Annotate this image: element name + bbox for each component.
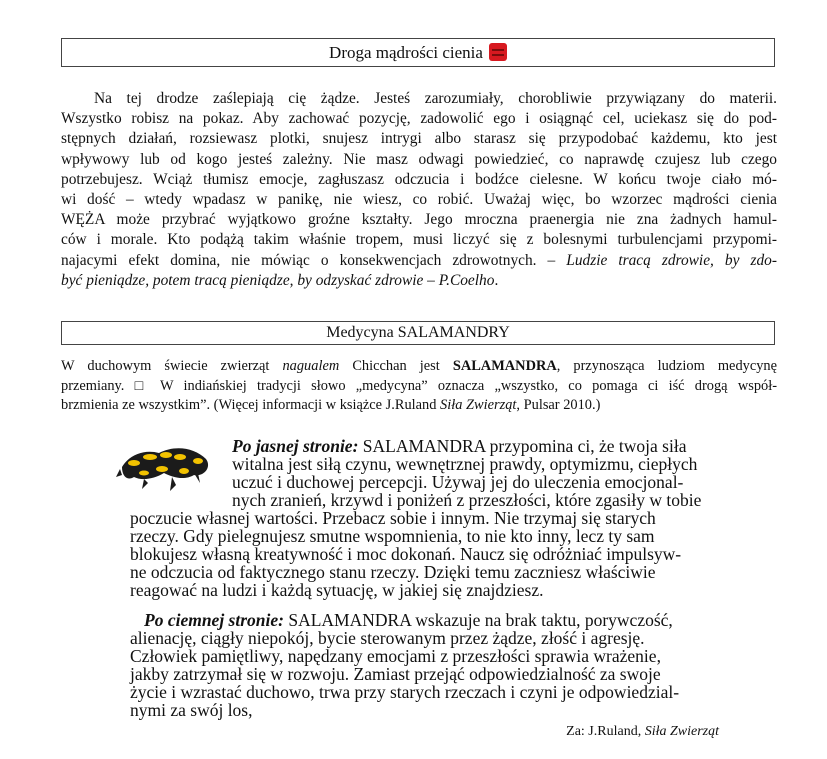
text-line: nych zranień, krzywd i poniżeń z przeszłości, które zgasiły w tobie bbox=[232, 490, 702, 510]
light-side-paragraph bbox=[130, 437, 701, 599]
text-line bbox=[130, 611, 679, 629]
red-glyph-tile-icon bbox=[489, 43, 507, 61]
dark-side-label: Po ciemnej stronie: bbox=[144, 610, 284, 630]
text-fragment: W duchowym świecie zwierząt bbox=[61, 358, 283, 374]
section-title-text: Droga mądrości cienia bbox=[329, 43, 483, 62]
dark-side-paragraph bbox=[130, 611, 679, 719]
book-title: Siła Zwierząt bbox=[440, 397, 517, 413]
text-line: rzeczy. Gdy pielegnujesz smutne wspomnienia, to nie kto inny, lecz ty sam bbox=[130, 526, 655, 546]
coelho-quote: być pieniądze, potem tracą pieniądze, by odzyskać zdrowie – P.Coelho bbox=[61, 271, 495, 289]
salamander-intro-paragraph bbox=[61, 357, 777, 416]
punctuation: . bbox=[494, 271, 499, 289]
text-fragment: SALAMANDRA wskazuje na brak taktu, porywczość, bbox=[283, 610, 673, 630]
italic-term: nagualem bbox=[282, 358, 340, 374]
text-line: jakby zatrzymał się w rozwoju. Zamiast przejąć odpowiedzialność za swoje bbox=[130, 664, 661, 684]
citation-prefix: Za: J.Ruland, bbox=[566, 724, 645, 739]
text-line: Wszystko robisz na pokaz. Aby zachować pozycję, zadowolić ego i osiągnąć cel, uciekasz się do pod- bbox=[61, 110, 777, 128]
book-title: Siła Zwierząt bbox=[644, 724, 719, 739]
text-line: życie i wzrastać duchowo, trwa przy starych rzeczach i czyni je odpowiedzial- bbox=[130, 682, 680, 702]
text-line: nymi za swój los, bbox=[130, 700, 253, 720]
text-line: reagować na ludzi i każdą sytuację, w jakiej się znajdziesz. bbox=[130, 580, 544, 600]
text-fragment: SALAMANDRA przypomina ci, że twoja siła bbox=[358, 436, 687, 456]
text-line bbox=[61, 251, 777, 271]
coelho-quote: – Ludzie tracą zdrowie, by zdo- bbox=[547, 251, 777, 269]
text-line: Człowiek pamiętliwy, napędzany emocjami z przeszłości sprawia wrażenie, bbox=[130, 646, 661, 666]
text-line: wi dość – wtedy wpadasz w panikę, nie wiesz, co robić. Uważaj więc, bo wzorzec mądrości cienia bbox=[61, 191, 777, 209]
text-line: ne odczucia od faktycznego stanu rzeczy. Dzięki temu zaczniesz właściwie bbox=[130, 562, 656, 582]
text-line: wpływowy lub od kogo jesteś zależny. Nie masz odwagi powiedzieć, co naprawdę czujesz lub czego bbox=[61, 150, 777, 168]
text-fragment: najacymi efekt domina, nie mówiąc o konsekwencjach zdrowotnych. bbox=[61, 251, 548, 269]
bold-term: SALAMANDRA bbox=[452, 358, 557, 374]
text-line: potrzebujesz. Wciąż tłumisz emocje, zagłuszasz odczucia i bodźce cielesne. W końcu twoje ciało mó- bbox=[61, 170, 777, 188]
text-line: witalna jest siłą czynu, wewnętrznej prawdy, optymizmu, ciepłych bbox=[232, 454, 698, 474]
text-line: stępnych działań, rozsiewasz plotki, snujesz intrygi albo starasz się przypodobać każdemu, kto jest bbox=[61, 130, 777, 148]
text-line: przemiany. □ W indiańskiej tradycji słowo „medycyna” oznacza „wszystko, co pomaga ci iść drogą współ- bbox=[61, 377, 777, 394]
text-line: alienację, ciągły niepokój, bycie sterowanym przez żądze, złość i agresję. bbox=[130, 628, 645, 648]
text-line bbox=[130, 437, 701, 455]
section-title-shadow-wisdom bbox=[61, 38, 775, 67]
text-line bbox=[61, 396, 777, 416]
text-line: ców i morale. Kto podążą takim właśnie tropem, musi liczyć się z bolesnymi turbulencjami przypomi- bbox=[61, 231, 777, 249]
section-title-salamander-medicine bbox=[61, 321, 775, 345]
text-line: uczuć i duchowej percepcji. Używaj jej do uleczenia emocjonal- bbox=[232, 472, 684, 492]
text-fragment: , przynosząca ludziom medycynę bbox=[556, 358, 777, 374]
text-line: Na tej drodze zaślepiają cię żądze. Jesteś zarozumiały, chorobliwie przywiązany do materii. bbox=[94, 90, 777, 107]
shadow-wisdom-paragraph bbox=[61, 89, 777, 291]
text-line: WĘŻA może przybrać wyjątkowo groźne kształty. Jego mroczna praenergia nie zna żadnych hamul- bbox=[61, 211, 777, 229]
text-line: blokujesz własną kreatywność i moc dokonań. Naucz się odróżniać impulsyw- bbox=[130, 544, 682, 564]
text-fragment: Chicchan jest bbox=[339, 358, 453, 374]
section-title-text: Medycyna SALAMANDRY bbox=[326, 324, 510, 341]
text-fragment: , Pulsar 2010.) bbox=[516, 397, 601, 413]
text-line bbox=[61, 357, 777, 377]
text-fragment: brzmienia ze wszystkim”. (Więcej informacji w książce J.Ruland bbox=[61, 397, 441, 413]
source-citation bbox=[566, 724, 719, 740]
text-line: poczucie własnej wartości. Przebacz sobie i innym. Nie trzymaj się starych bbox=[130, 508, 656, 528]
text-line bbox=[61, 271, 777, 291]
light-side-label: Po jasnej stronie: bbox=[232, 436, 359, 456]
